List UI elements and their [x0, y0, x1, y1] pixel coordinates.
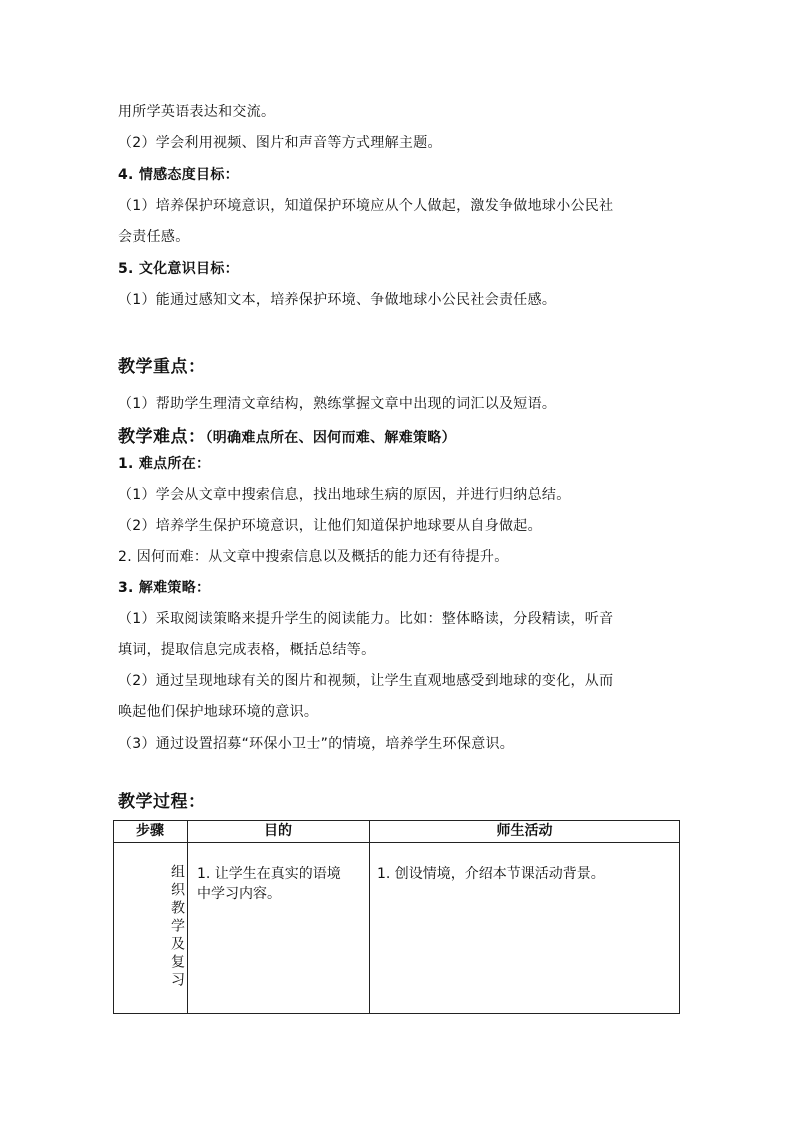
process-table: [113, 820, 680, 1014]
text-line: （1）学会从文章中搜索信息，找出地球生病的原因，并进行归纳总结。: [118, 487, 571, 503]
table-divider: [113, 842, 680, 843]
text-line: （2）培养学生保护环境意识，让他们知道保护地球要从自身做起。: [118, 518, 542, 534]
subsection-title-where: 1. 难点所在：: [118, 456, 211, 472]
section-title-cultural-goal: 5. 文化意识目标：: [118, 261, 239, 277]
section-title-affective-goal: 4. 情感态度目标：: [118, 167, 239, 183]
text-line: （3）通过设置招募“环保小卫士”的情境，培养学生环保意识。: [118, 736, 515, 752]
table-header-step: 步骤: [136, 823, 164, 839]
heading-key-points: 教学重点：: [118, 357, 206, 377]
table-divider: [369, 820, 370, 1014]
table-cell-step: 组织教学及复习: [169, 864, 185, 990]
text-line: 用所学英语表达和交流。: [118, 104, 276, 120]
heading-difficulties-label: 教学难点：: [118, 427, 206, 447]
text-line: （1）能通过感知文本，培养保护环境、争做地球小公民社会责任感。: [118, 292, 557, 308]
table-divider: [187, 820, 188, 1014]
text-line: （2）通过呈现地球有关的图片和视频，让学生直观地感受到地球的变化，从而: [118, 673, 614, 689]
text-line: （1）帮助学生理清文章结构，熟练掌握文章中出现的词汇以及短语。: [118, 396, 557, 412]
heading-difficulties: [118, 427, 456, 448]
text-line: 2. 因何而难：从文章中搜索信息以及概括的能力还有待提升。: [118, 549, 509, 565]
heading-process: 教学过程：: [118, 792, 206, 812]
heading-difficulties-note: （明确难点所在、因何而难、解难策略）: [205, 430, 456, 446]
text-line: 会责任感。: [118, 229, 190, 245]
text-line: （1）采取阅读策略来提升学生的阅读能力。比如：整体略读，分段精读，听音: [118, 611, 614, 627]
subsection-title-strategy: 3. 解难策略：: [118, 580, 211, 596]
table-header-purpose: 目的: [264, 823, 292, 839]
table-border: [113, 820, 680, 1014]
text-line: 填词，提取信息完成表格，概括总结等。: [118, 642, 376, 658]
table-cell-purpose-line: 中学习内容。: [197, 886, 281, 902]
text-line: （2）学会利用视频、图片和声音等方式理解主题。: [118, 135, 442, 151]
table-header-activity: 师生活动: [496, 823, 553, 839]
table-cell-activity: 1. 创设情境，介绍本节课活动背景。: [377, 866, 605, 882]
table-cell-purpose-line: 1. 让学生在真实的语境: [197, 866, 341, 882]
text-line: （1）培养保护环境意识，知道保护环境应从个人做起，激发争做地球小公民社: [118, 198, 614, 214]
text-line: 唤起他们保护地球环境的意识。: [118, 704, 319, 720]
